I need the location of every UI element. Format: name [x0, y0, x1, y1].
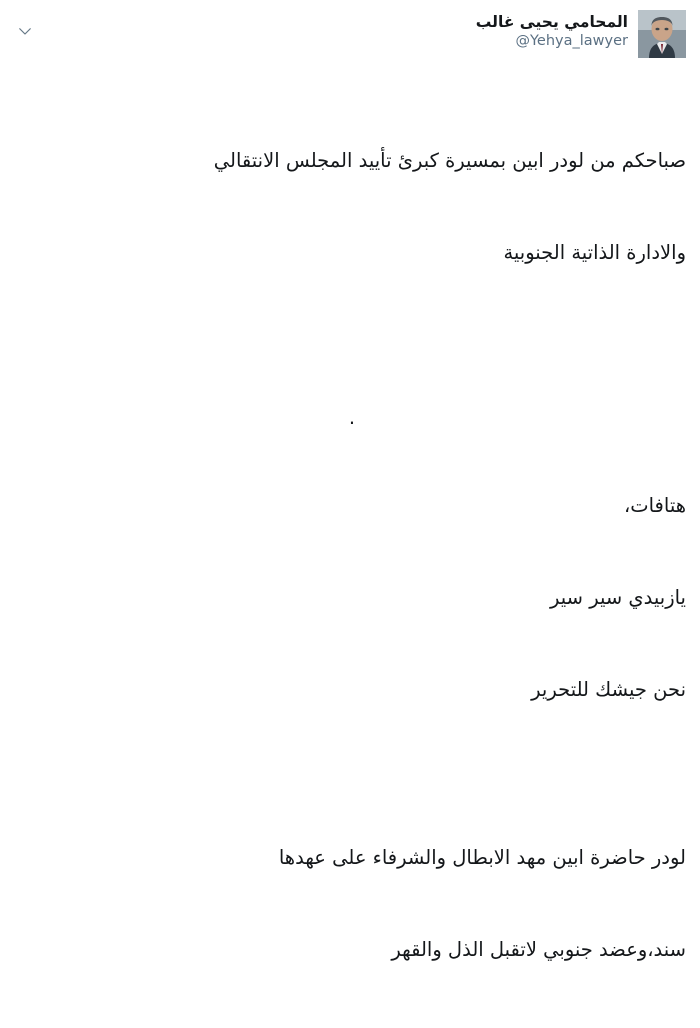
handle[interactable]: @Yehya_lawyer [515, 33, 628, 50]
tweet-line: هتافات، [623, 493, 686, 517]
tweet-line-blank [18, 768, 686, 782]
tweet-line: والادارة الذاتية الجنوبية [503, 240, 686, 264]
chevron-down-icon[interactable] [14, 20, 36, 42]
tweet-text [14, 84, 686, 1028]
display-name[interactable]: المحامي يحيى غالب [475, 13, 628, 31]
tweet-line: لودر حاضرة ابين مهد الابطال والشرفاء على عهدها [278, 846, 686, 869]
tweet-line-dot: . [348, 405, 356, 429]
tweet-header [14, 10, 686, 58]
tweet-line: صباحكم من لودر ابين بمسيرة كبرئ تأييد المجلس الانتقالي [213, 148, 686, 172]
avatar[interactable] [638, 10, 686, 58]
tweet-line: نحن جيشك للتحرير [531, 678, 686, 702]
tweet-line-blank [18, 330, 686, 344]
tweet-author [476, 10, 628, 52]
tweet-line: سند،وعضد جنوبي لاتقبل الذل والقهر [391, 938, 686, 962]
tweet-line: يازبيدي سير سير [550, 585, 686, 609]
